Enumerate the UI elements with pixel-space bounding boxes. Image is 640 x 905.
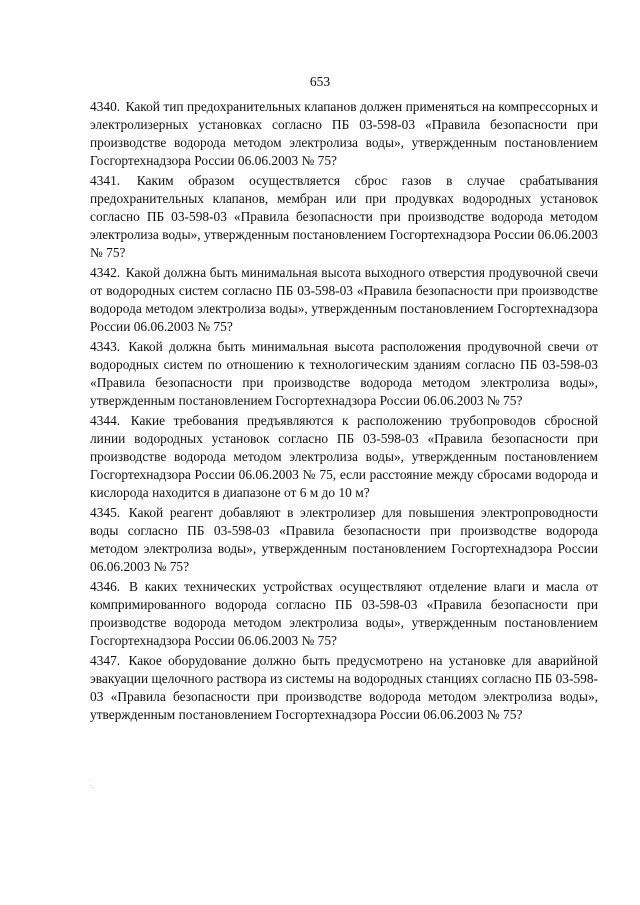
question-item [90,264,598,336]
question-text: Каким образом осуществляется сброс газов в случае срабатывания предохранительных клапанов, мембран или при продувках водородных установок согласно ПБ 03-598-03 «Правила безопасности при производстве водорода методом электролиза воды», утвержденным постановлением Госгортехнадзора России 06.06.2003 № 75? [90,173,598,260]
question-item [90,412,598,502]
question-text: В каких технических устройствах осуществляют отделение влаги и масла от компримированного водорода согласно ПБ 03-598-03 «Правила безопасности при производстве водорода методом электролиза воды», утвержденным постановлением Госгортехнадзора России 06.06.2003 № 75? [90,579,599,648]
question-number: 4347. [90,653,121,668]
question-list [90,98,598,726]
question-number: 4342. [90,265,121,280]
question-number: 4343. [90,339,121,354]
question-text: Какой должна быть минимальная высота расположения продувочной свечи от водородных систем по отношению к технологическим зданиям согласно ПБ 03-598-03 «Правила безопасности при производстве водорода методом электролиза воды», утвержденным постановлением Госгортехнадзора России 06.06.2003 № 75? [90,339,598,408]
question-number: 4340. [90,99,121,114]
question-number: 4345. [90,505,121,520]
question-number: 4346. [90,579,121,594]
question-item [90,504,598,576]
question-text: Какие требования предъявляются к расположению трубопроводов сбросной линии водородных установок согласно ПБ 03-598-03 «Правила безопасности при производстве водорода методом электролиза воды», утвержденным постановлением Госгортехнадзора России 06.06.2003 № 75, если расстояние между сбросами водорода и кислорода находится в диапазоне от 6 м до 10 м? [90,413,599,500]
page-number: 653 [309,74,331,89]
question-text: Какой должна быть минимальная высота выходного отверстия продувочной свечи от водородных систем согласно ПБ 03-598-03 «Правила безопасности при производстве водорода методом электролиза воды», утвержденным постановлением Госгортехнадзора России 06.06.2003 № 75? [90,265,598,334]
question-number: 4341. [90,173,121,188]
question-item [90,578,598,650]
question-text: Какое оборудование должно быть предусмотрено на установке для аварийной эвакуации щелочного раствора из системы на водородных станциях согласно ПБ 03-598-03 «Правила безопасности при производстве водорода методом электролиза воды», утвержденным постановлением Госгортехнадзора России 06.06.2003 № 75? [90,653,598,722]
question-number: 4344. [90,413,121,428]
question-text: Какой тип предохранительных клапанов должен применяться на компрессорных и электролизерных установках согласно ПБ 03-598-03 «Правила безопасности при производстве водорода методом электролиза воды», утвержденным постановлением Госгортехнадзора России 06.06.2003 № 75? [90,99,598,168]
question-text: Какой реагент добавляют в электролизер для повышения электропроводности воды согласно ПБ 03-598-03 «Правила безопасности при производстве водорода методом электролиза воды», утвержденным постановлением Госгортехнадзора России 06.06.2003 № 75? [90,505,598,574]
question-item [90,652,598,724]
question-item [90,338,598,410]
scan-artifact: · ·. [90,777,94,790]
question-item [90,172,598,262]
question-item [90,98,598,170]
